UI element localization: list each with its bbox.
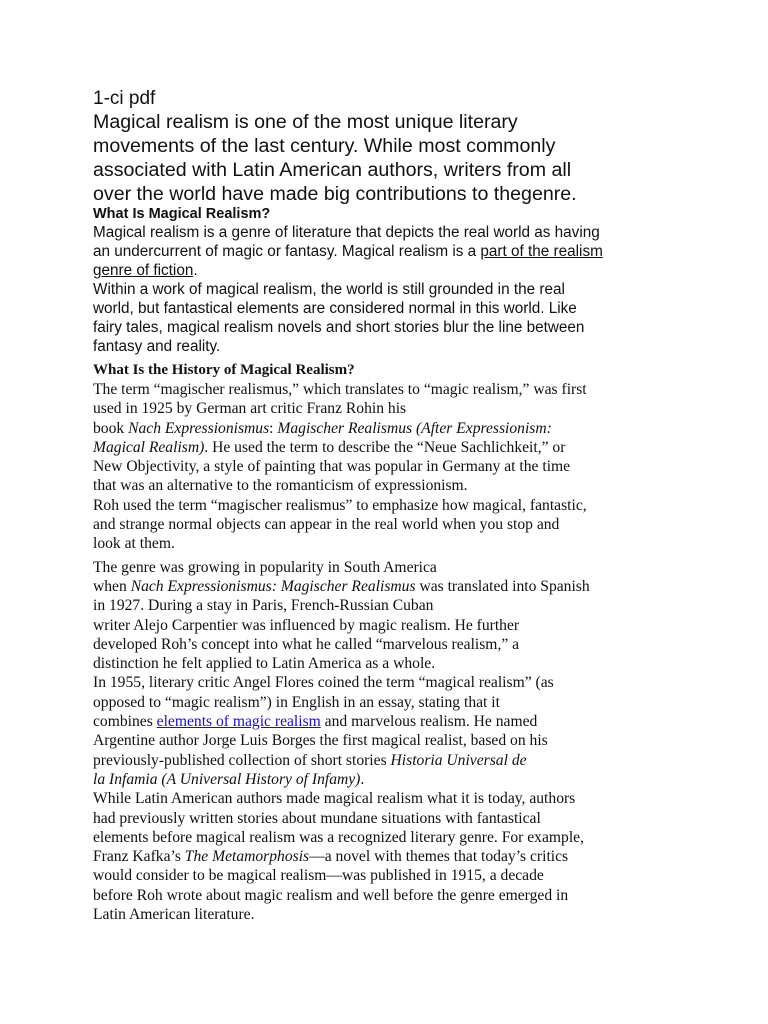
text-line — [93, 577, 683, 596]
history-paragraph-5 — [93, 789, 683, 924]
text-line: Latin American literature. — [93, 906, 255, 924]
text-line — [93, 438, 683, 457]
document-title: 1-ci pdf — [93, 88, 156, 109]
text-line: The term “magischer realismus,” which translates to “magic realism,” was first — [93, 381, 587, 398]
text-line: Magical realism is a genre of literature that depicts the real world as having — [93, 224, 600, 241]
text-run: an undercurrent of magic or fantasy. Magical realism is a — [93, 243, 481, 260]
text-run: and marvelous realism. He named — [320, 713, 538, 731]
text-run: : — [269, 419, 278, 437]
text-line: developed Roh’s concept into what he called “marvelous realism,” a — [93, 635, 520, 653]
text-line: writer Alejo Carpentier was influenced by magic realism. He further — [93, 616, 520, 634]
book-title: Historia Universal de — [390, 751, 527, 769]
intro-line: movements of the last century. While most commonly — [93, 135, 556, 157]
text-line: fairy tales, magical realism novels and short stories blur the line between — [93, 319, 585, 336]
text-line: before Roh wrote about magic realism and well before the genre emerged in — [93, 886, 569, 904]
book-title: Nach Expressionismus — [128, 419, 270, 437]
text-line: opposed to “magic realism”) in English in an essay, stating that it — [93, 693, 500, 711]
text-line: Within a work of magical realism, the world is still grounded in the real — [93, 281, 565, 298]
book-title: The Metamorphosis — [184, 848, 310, 866]
text-line: In 1955, literary critic Angel Flores coined the term “magical realism” (as — [93, 674, 554, 692]
realism-genre-link[interactable]: part of the realism — [480, 243, 603, 260]
text-run: when — [93, 577, 131, 595]
intro-line: over the world have made big contributions to thegenre. — [93, 183, 577, 205]
text-line: fantasy and reality. — [93, 338, 221, 355]
book-title: la Infamia (A Universal History of Infamy) — [93, 770, 361, 788]
text-run: book — [93, 419, 129, 437]
section-heading-what-is: What Is Magical Realism? — [93, 206, 271, 222]
text-run: . — [360, 770, 365, 788]
text-line: Roh used the term “magischer realismus” to emphasize how magical, fantastic, — [93, 496, 587, 514]
text-run: combines — [93, 713, 157, 731]
text-line: distinction he felt applied to Latin America as a whole. — [93, 655, 436, 673]
text-line: in 1927. During a stay in Paris, French-Russian Cuban — [93, 597, 434, 615]
text-line — [93, 770, 683, 789]
text-line: The genre was growing in popularity in South America — [93, 558, 437, 576]
text-line — [93, 712, 683, 731]
text-run: . — [193, 262, 198, 279]
intro-paragraph — [93, 110, 683, 206]
text-run: . He used the term to describe the “Neue Sachlichkeit,” or — [204, 438, 566, 456]
grounded-paragraph — [93, 280, 683, 356]
text-line: and strange normal objects can appear in the real world when you stop and — [93, 516, 560, 534]
intro-line: associated with Latin American authors, writers from all — [93, 159, 572, 181]
realism-genre-link-cont[interactable]: genre of fiction — [93, 262, 194, 279]
text-line: would consider to be magical realism—was published in 1915, a decade — [93, 867, 544, 885]
text-line — [93, 847, 683, 866]
text-run: Franz Kafka’s — [93, 848, 185, 866]
magic-realism-elements-link[interactable]: elements of magic realism — [156, 713, 321, 731]
text-line — [93, 751, 683, 770]
text-line: New Objectivity, a style of painting that was popular in Germany at the time — [93, 458, 571, 476]
text-line — [93, 261, 683, 280]
text-line — [93, 242, 683, 261]
text-line: that was an alternative to the romanticism of expressionism. — [93, 477, 468, 495]
text-run: was translated into Spanish — [415, 577, 590, 595]
book-title: Magischer Realismus (After Expressionism: — [277, 419, 552, 437]
definition-paragraph — [93, 223, 683, 280]
history-paragraph-4 — [93, 673, 683, 789]
text-run: —a novel with themes that today’s critics — [309, 848, 569, 866]
history-paragraph-1 — [93, 380, 683, 496]
text-line: Argentine author Jorge Luis Borges the first magical realist, based on his — [93, 732, 548, 750]
text-line: While Latin American authors made magical realism what it is today, authors — [93, 790, 576, 808]
text-line: used in 1925 by German art critic Franz Rohin his — [93, 400, 407, 418]
intro-line: Magical realism is one of the most unique literary — [93, 111, 518, 133]
text-line: had previously written stories about mundane situations with fantastical — [93, 809, 541, 827]
text-line — [93, 419, 683, 438]
history-paragraph-3 — [93, 558, 683, 674]
text-run: previously-published collection of short stories — [93, 751, 391, 769]
section-heading-history: What Is the History of Magical Realism? — [93, 362, 355, 378]
document-page — [93, 88, 683, 924]
history-paragraph-2 — [93, 496, 683, 554]
text-line: look at them. — [93, 535, 175, 553]
book-title: Nach Expressionismus: Magischer Realismus — [130, 577, 416, 595]
book-title: Magical Realism) — [93, 438, 205, 456]
text-line: world, but fantastical elements are considered normal in this world. Like — [93, 300, 577, 317]
text-line: elements before magical realism was a recognized literary genre. For example, — [93, 828, 584, 846]
